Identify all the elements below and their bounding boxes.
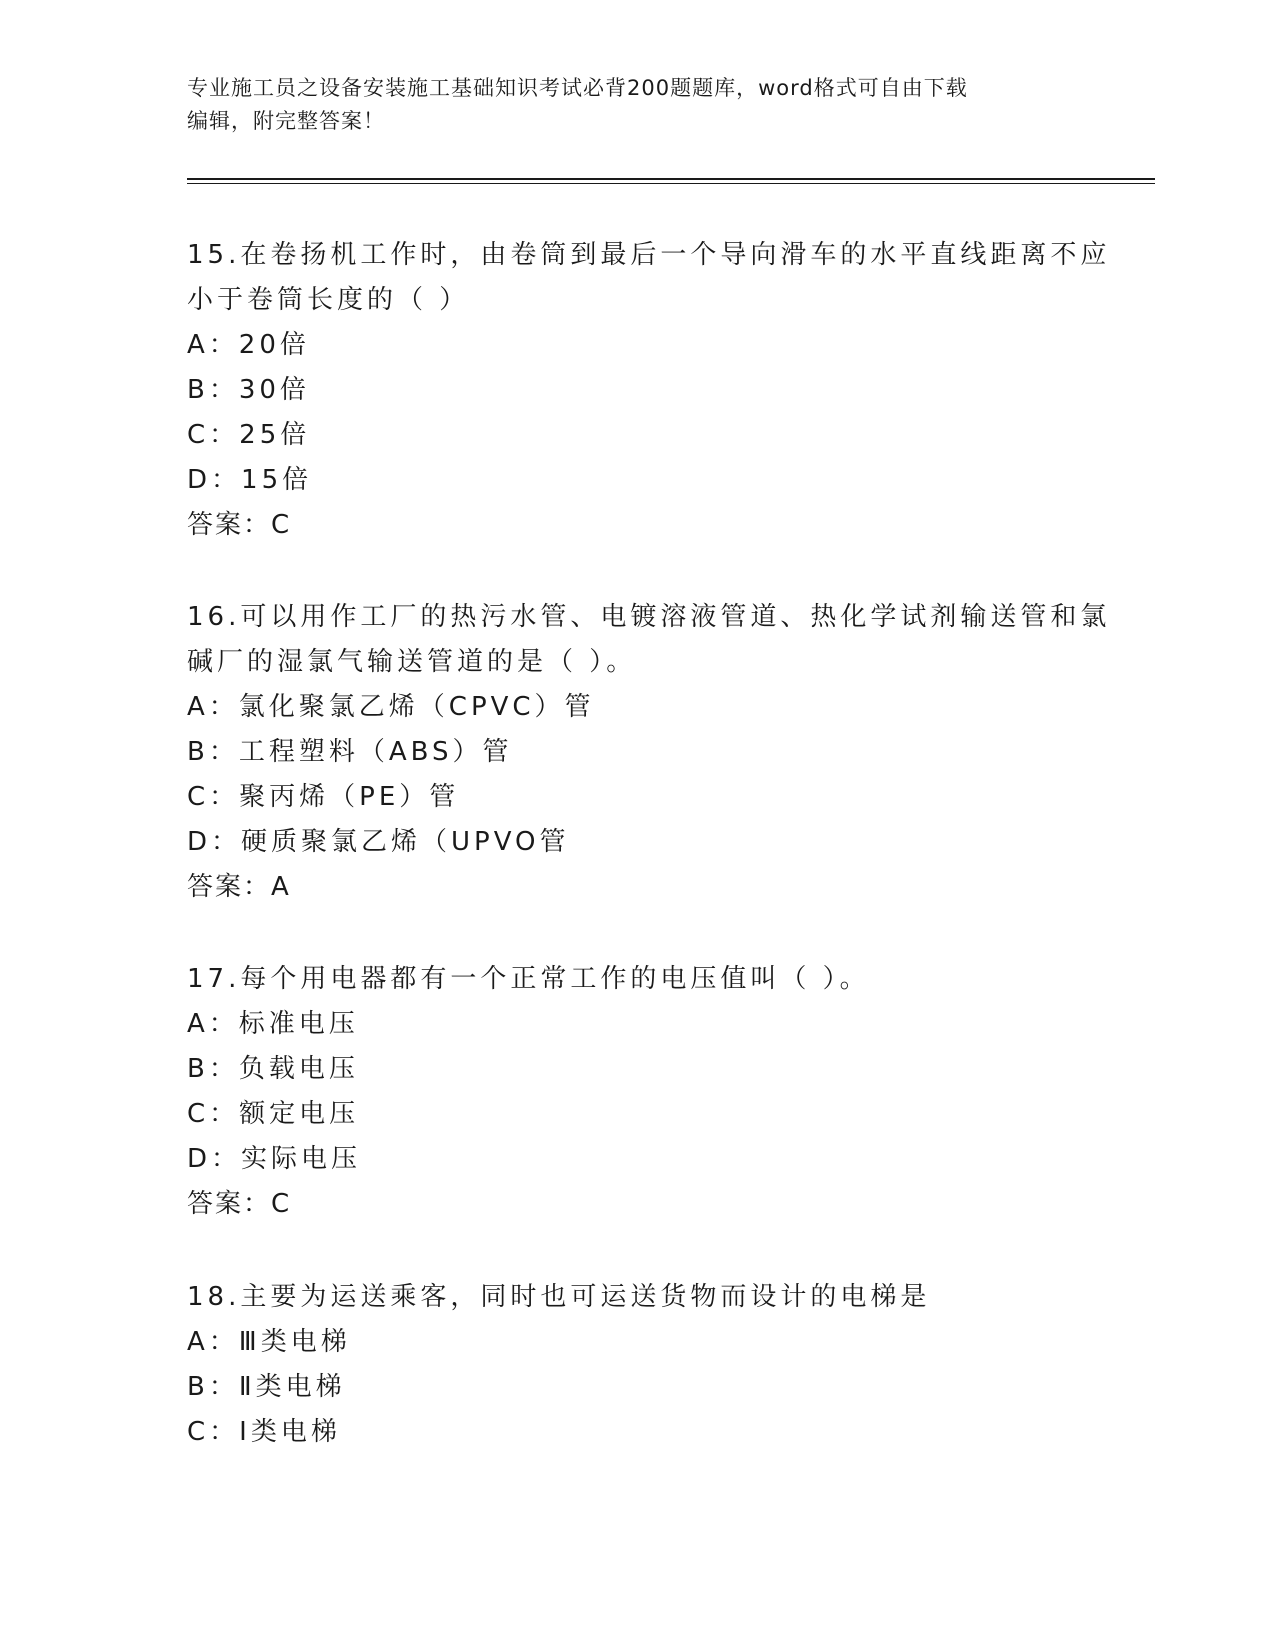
- question-stem-line: 碱厂的湿氯气输送管道的是（ ）。: [187, 647, 637, 677]
- answer-line: 答案：C: [187, 510, 292, 540]
- answer-line: 答案：A: [187, 872, 291, 902]
- option-b: B：Ⅱ类电梯: [187, 1372, 346, 1402]
- document-header: [187, 72, 1087, 138]
- option-a: A：氯化聚氯乙烯（CPVC）管: [187, 692, 595, 722]
- question-stem-line: 小于卷筒长度的（ ）: [187, 285, 470, 315]
- option-a: A：Ⅲ类电梯: [187, 1327, 351, 1357]
- option-a: A：标准电压: [187, 1009, 359, 1039]
- header-line-1: 专业施工员之设备安装施工基础知识考试必背200题题库，word格式可自由下载: [187, 76, 968, 100]
- question-17: [187, 957, 1087, 1227]
- option-b: B：工程塑料（ABS）管: [187, 737, 513, 767]
- question-15: [187, 233, 1111, 548]
- question-stem-line: 15.在卷扬机工作时，由卷筒到最后一个导向滑车的水平直线距离不应: [187, 240, 1111, 270]
- option-a: A：20倍: [187, 330, 310, 360]
- option-d: D：硬质聚氯乙烯（UPVO管: [187, 827, 570, 857]
- question-stem-line: 18.主要为运送乘客，同时也可运送货物而设计的电梯是: [187, 1282, 931, 1312]
- option-c: C：额定电压: [187, 1099, 360, 1129]
- answer-line: 答案：C: [187, 1189, 292, 1219]
- question-16: [187, 595, 1111, 910]
- header-divider-thick: [187, 178, 1155, 180]
- option-c: C：25倍: [187, 420, 311, 450]
- question-stem-line: 17.每个用电器都有一个正常工作的电压值叫（ ）。: [187, 964, 870, 994]
- header-divider-thin: [187, 183, 1155, 184]
- option-c: C：Ⅰ类电梯: [187, 1417, 341, 1447]
- question-18: [187, 1275, 1087, 1455]
- option-c: C：聚丙烯（PE）管: [187, 782, 460, 812]
- option-b: B：30倍: [187, 375, 310, 405]
- option-d: D：15倍: [187, 465, 313, 495]
- option-b: B：负载电压: [187, 1054, 359, 1084]
- header-line-2: 编辑，附完整答案！: [187, 109, 385, 133]
- question-stem-line: 16.可以用作工厂的热污水管、电镀溶液管道、热化学试剂输送管和氯: [187, 602, 1111, 632]
- option-d: D：实际电压: [187, 1144, 362, 1174]
